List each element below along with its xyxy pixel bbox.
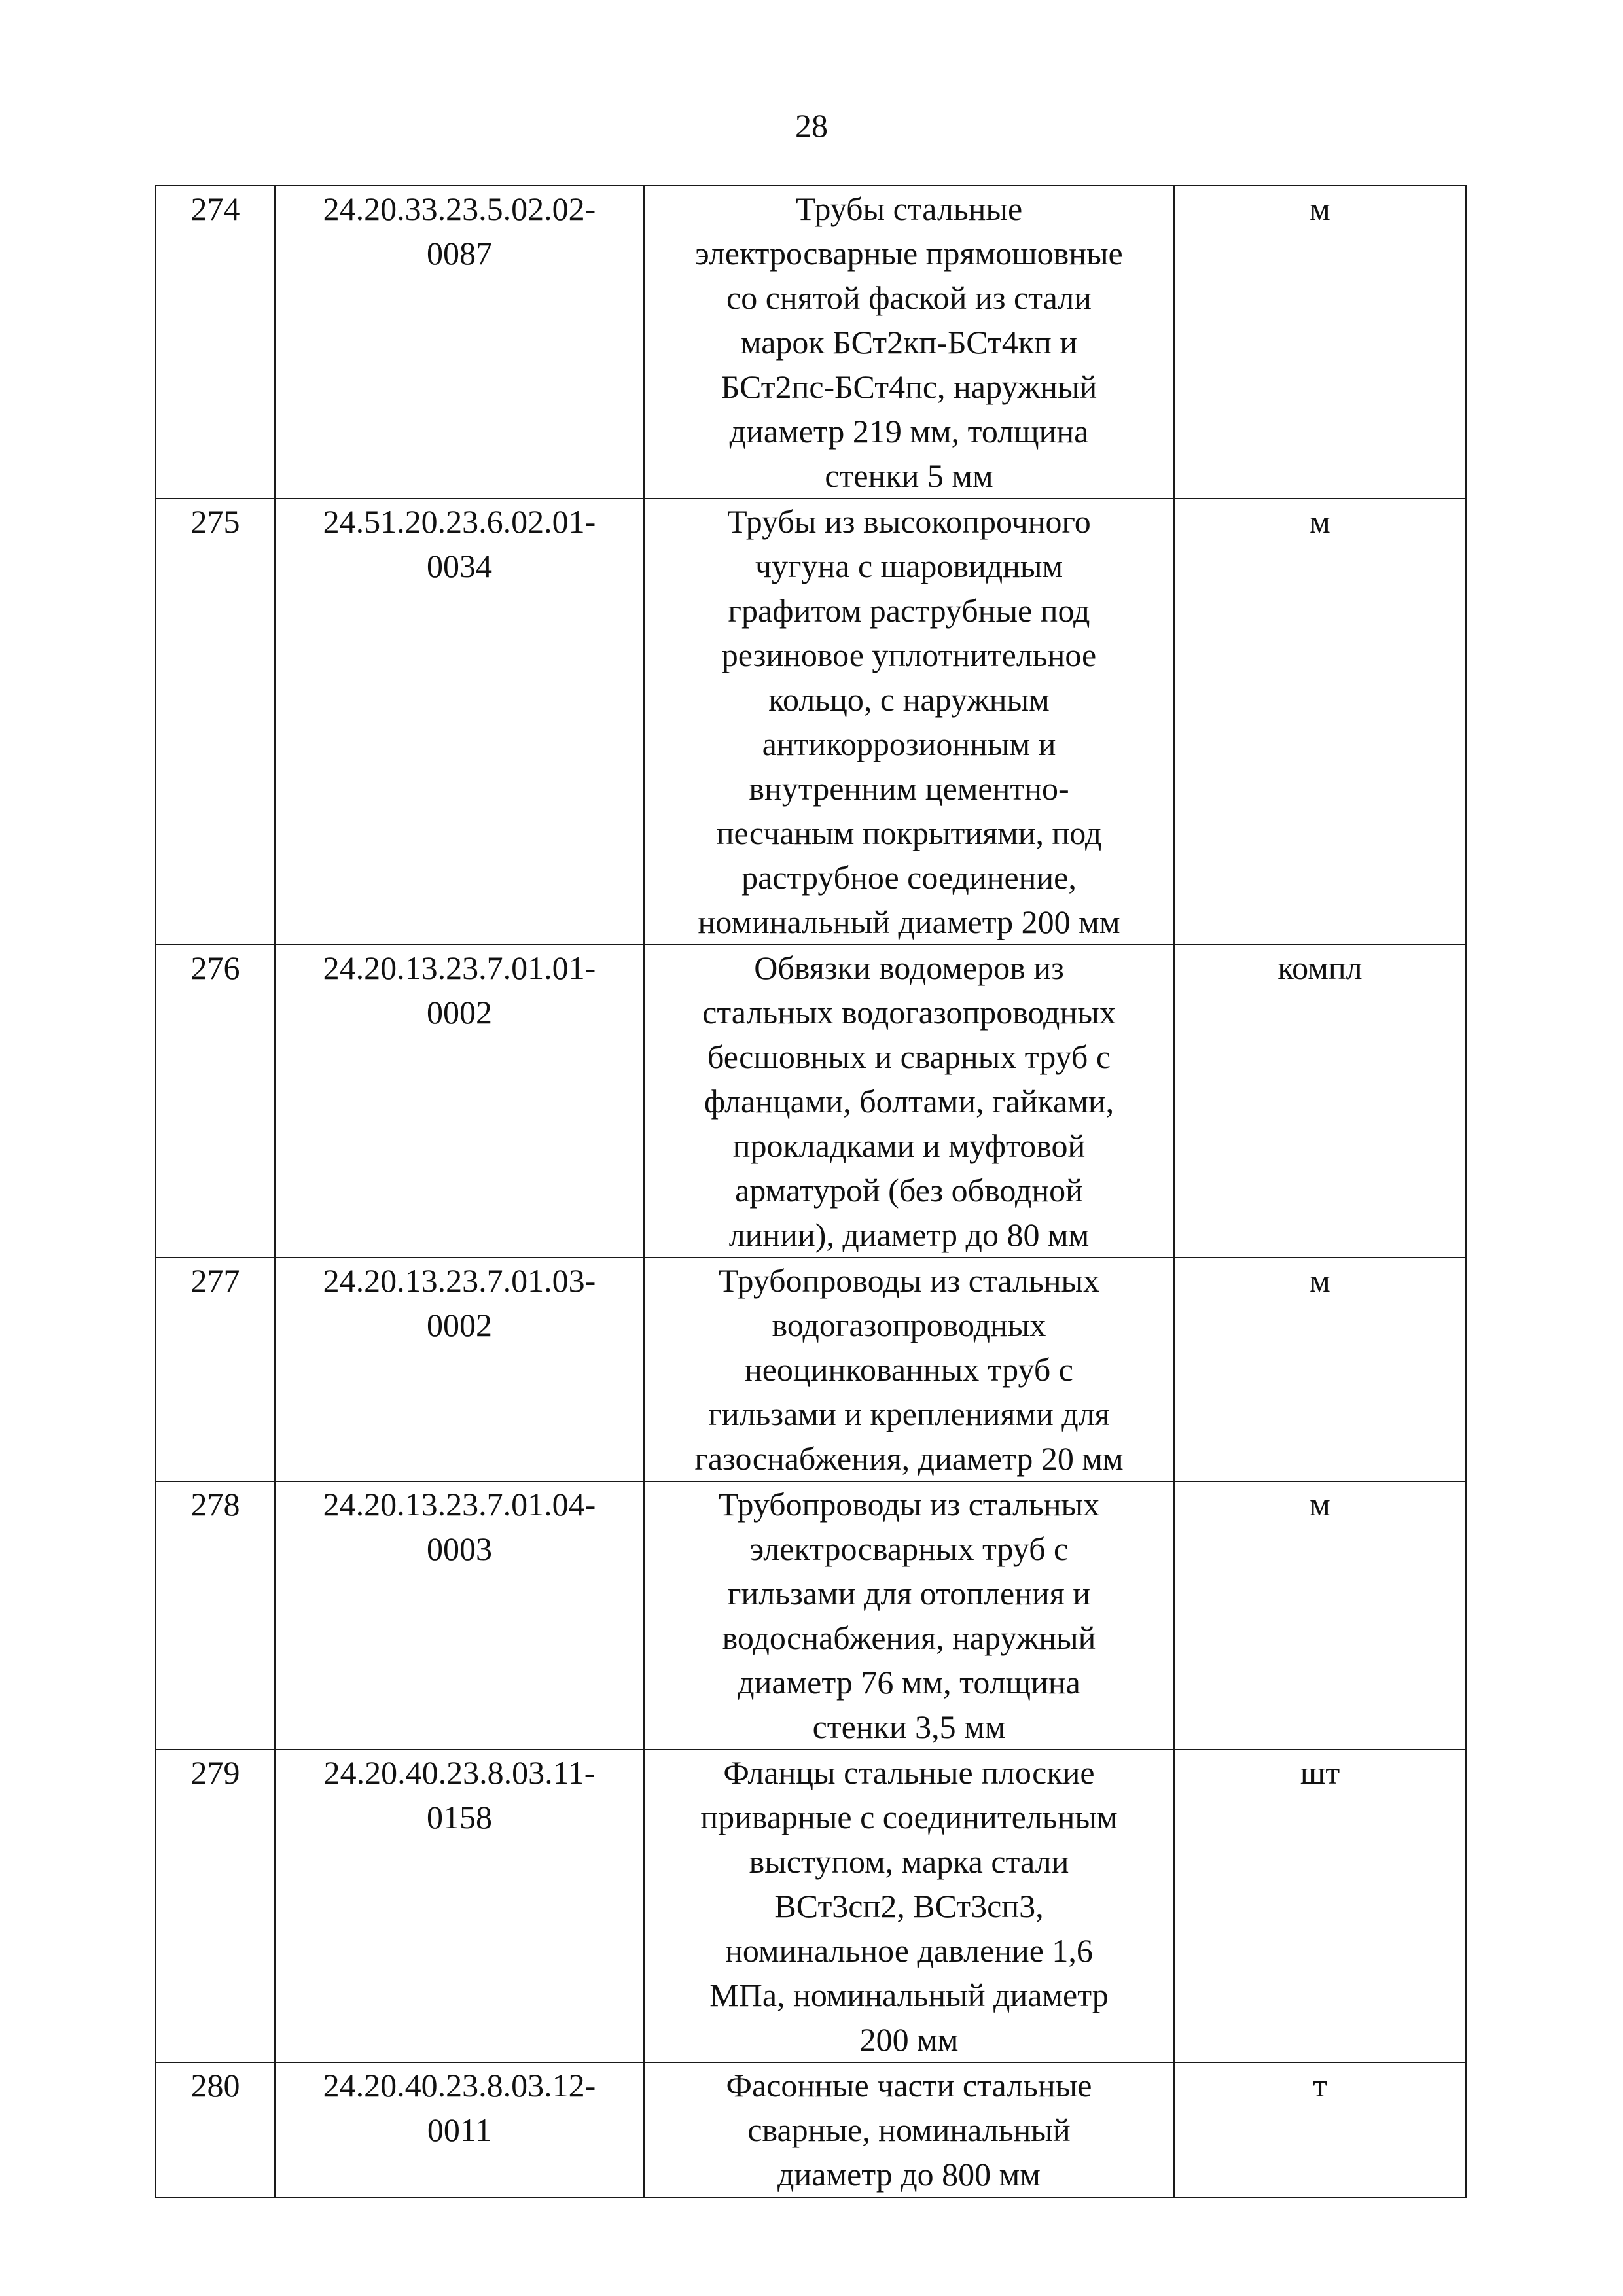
unit-of-measure: т bbox=[1174, 2062, 1466, 2197]
resource-description bbox=[644, 1258, 1174, 1481]
text-line: 24.20.33.23.5.02.02- bbox=[323, 190, 596, 227]
text-line: диаметр 76 мм, толщина bbox=[738, 1664, 1080, 1701]
text-line: кольцо, с наружным bbox=[768, 681, 1050, 718]
resource-table bbox=[155, 185, 1467, 2198]
text-line: 0002 bbox=[427, 994, 492, 1031]
resource-code bbox=[275, 1258, 644, 1481]
unit-of-measure: шт bbox=[1174, 1750, 1466, 2062]
unit-of-measure: компл bbox=[1174, 945, 1466, 1258]
text-line: 0002 bbox=[427, 1307, 492, 1343]
text-line: Трубопроводы из стальных bbox=[718, 1486, 1100, 1523]
text-line: графитом раструбные под bbox=[728, 592, 1090, 629]
text-line: сварные, номинальный bbox=[747, 2111, 1071, 2148]
page-number: 28 bbox=[795, 107, 828, 144]
resource-description bbox=[644, 186, 1174, 499]
text-line: Обвязки водомеров из bbox=[754, 949, 1064, 986]
resource-code bbox=[275, 2062, 644, 2197]
text-line: электросварные прямошовные bbox=[695, 235, 1123, 272]
text-line: бесшовных и сварных труб с bbox=[707, 1038, 1111, 1075]
text-line: Фасонные части стальные bbox=[726, 2067, 1092, 2104]
row-number: 278 bbox=[156, 1481, 275, 1750]
row-number: 274 bbox=[156, 186, 275, 499]
text-line: номинальное давление 1,6 bbox=[725, 1932, 1093, 1969]
text-line: Фланцы стальные плоские bbox=[723, 1754, 1095, 1791]
text-line: 0034 bbox=[427, 548, 492, 584]
resource-code bbox=[275, 945, 644, 1258]
table-row bbox=[156, 1481, 1466, 1750]
text-line: 24.20.40.23.8.03.12- bbox=[323, 2067, 596, 2104]
text-line: стенки 5 мм bbox=[825, 457, 993, 494]
text-line: водоснабжения, наружный bbox=[722, 1619, 1096, 1656]
resource-code bbox=[275, 1750, 644, 2062]
text-line: электросварных труб с bbox=[749, 1530, 1069, 1567]
table-row bbox=[156, 945, 1466, 1258]
text-line: 24.20.13.23.7.01.04- bbox=[323, 1486, 596, 1523]
text-line: внутренним цементно- bbox=[749, 770, 1069, 807]
unit-of-measure: м bbox=[1174, 499, 1466, 945]
row-number: 280 bbox=[156, 2062, 275, 2197]
text-line: стенки 3,5 мм bbox=[812, 1708, 1006, 1745]
text-line: 200 мм bbox=[859, 2021, 959, 2058]
table-row bbox=[156, 499, 1466, 945]
row-number: 277 bbox=[156, 1258, 275, 1481]
text-line: диаметр до 800 мм bbox=[777, 2156, 1041, 2193]
unit-of-measure: м bbox=[1174, 1258, 1466, 1481]
text-line: гильзами для отопления и bbox=[728, 1575, 1090, 1612]
resource-description bbox=[644, 945, 1174, 1258]
text-line: со снятой фаской из стали bbox=[726, 279, 1092, 316]
text-line: стальных водогазопроводных bbox=[702, 994, 1116, 1031]
resource-code bbox=[275, 186, 644, 499]
text-line: БСт2пс-БСт4пс, наружный bbox=[721, 368, 1097, 405]
text-line: 0011 bbox=[427, 2111, 492, 2148]
text-line: 24.20.40.23.8.03.11- bbox=[323, 1754, 596, 1791]
text-line: песчаным покрытиями, под bbox=[716, 815, 1102, 851]
row-number: 279 bbox=[156, 1750, 275, 2062]
text-line: фланцами, болтами, гайками, bbox=[704, 1083, 1115, 1120]
table-row bbox=[156, 1750, 1466, 2062]
resource-description bbox=[644, 2062, 1174, 2197]
text-line: 0158 bbox=[427, 1799, 492, 1835]
unit-of-measure: м bbox=[1174, 186, 1466, 499]
table-row bbox=[156, 1258, 1466, 1481]
table-row bbox=[156, 186, 1466, 499]
text-line: неоцинкованных труб с bbox=[744, 1351, 1073, 1388]
text-line: раструбное соединение, bbox=[741, 859, 1077, 896]
text-line: резиновое уплотнительное bbox=[721, 637, 1097, 673]
text-line: выступом, марка стали bbox=[749, 1843, 1069, 1880]
text-line: приварные с соединительным bbox=[700, 1799, 1118, 1835]
text-line: номинальный диаметр 200 мм bbox=[698, 904, 1120, 940]
text-line: 24.20.13.23.7.01.03- bbox=[323, 1262, 596, 1299]
resource-description bbox=[644, 1750, 1174, 2062]
text-line: арматурой (без обводной bbox=[735, 1172, 1083, 1209]
text-line: Трубы из высокопрочного bbox=[727, 503, 1091, 540]
text-line: чугуна с шаровидным bbox=[755, 548, 1063, 584]
resource-description bbox=[644, 499, 1174, 945]
text-line: марок БСт2кп-БСт4кп и bbox=[740, 324, 1078, 361]
text-line: линии), диаметр до 80 мм bbox=[728, 1216, 1090, 1253]
text-line: прокладками и муфтовой bbox=[732, 1127, 1086, 1164]
text-line: ВСт3сп2, ВСт3сп3, bbox=[774, 1888, 1044, 1924]
text-line: антикоррозионным и bbox=[762, 726, 1056, 762]
table-row bbox=[156, 2062, 1466, 2197]
row-number: 275 bbox=[156, 499, 275, 945]
text-line: газоснабжения, диаметр 20 мм bbox=[694, 1440, 1124, 1477]
text-line: Трубопроводы из стальных bbox=[718, 1262, 1100, 1299]
text-line: гильзами и креплениями для bbox=[708, 1396, 1110, 1432]
text-line: водогазопроводных bbox=[772, 1307, 1046, 1343]
resource-description bbox=[644, 1481, 1174, 1750]
text-line: МПа, номинальный диаметр bbox=[709, 1977, 1109, 2013]
text-line: 24.51.20.23.6.02.01- bbox=[323, 503, 596, 540]
resource-code bbox=[275, 499, 644, 945]
resource-code bbox=[275, 1481, 644, 1750]
row-number: 276 bbox=[156, 945, 275, 1258]
text-line: диаметр 219 мм, толщина bbox=[729, 413, 1089, 450]
text-line: 0003 bbox=[427, 1530, 492, 1567]
text-line: 24.20.13.23.7.01.01- bbox=[323, 949, 596, 986]
table-body bbox=[156, 186, 1466, 2197]
unit-of-measure: м bbox=[1174, 1481, 1466, 1750]
text-line: 0087 bbox=[427, 235, 492, 272]
text-line: Трубы стальные bbox=[795, 190, 1023, 227]
